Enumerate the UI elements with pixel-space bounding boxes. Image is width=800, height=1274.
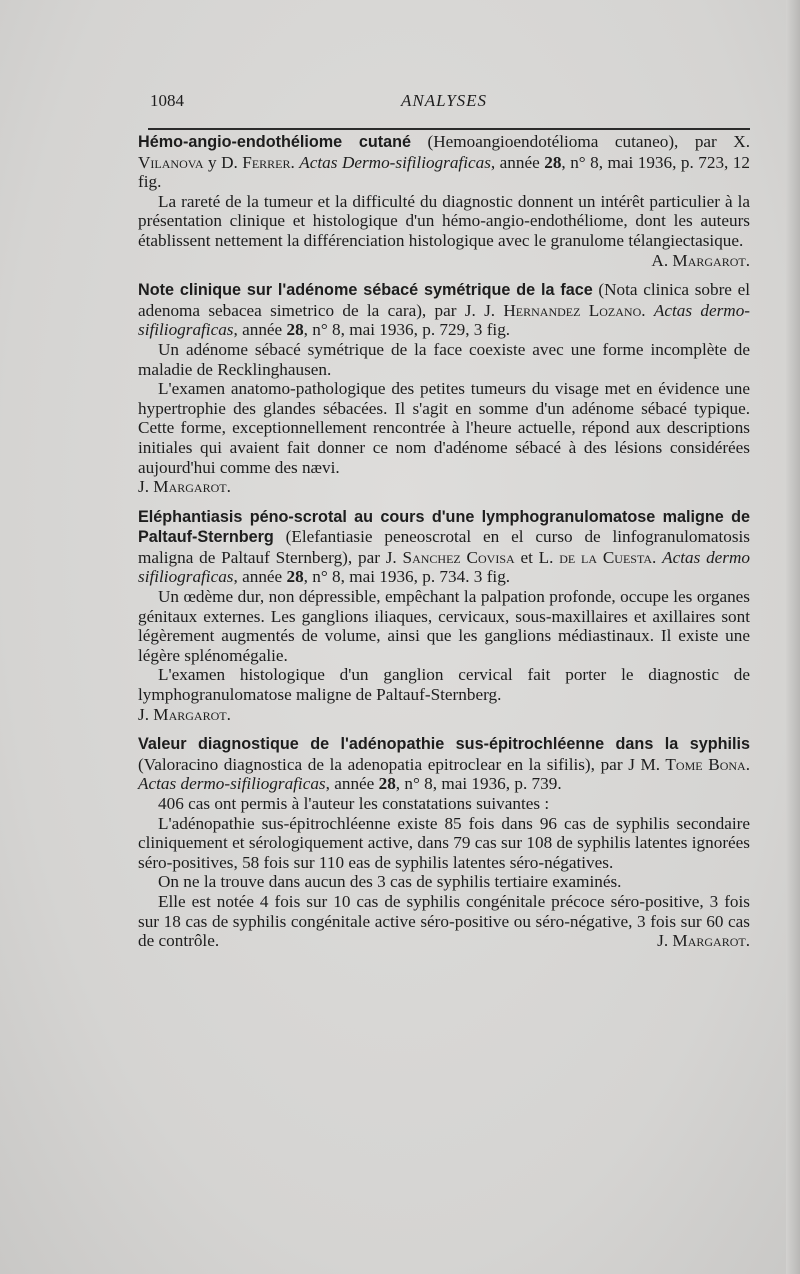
- entry-3-signature: J. Margarot.: [138, 704, 231, 724]
- abstract-entry-4: [138, 734, 750, 951]
- entry-3-paragraph-1: Un œdème dur, non dépressible, empêchant la palpation profonde, occupe les organes génitaux externes. Les ganglions iliaques, cervicaux, sous-maxillaires et axillaires sont légèrement augmentés de volume, ainsi que les ganglions médiastinaux. Il existe une légère splénomégalie.: [138, 587, 750, 665]
- entry-4-reference: Valeur diagnostique de l'adénopathie sus-épitrochléenne dans la syphilis (Valoracino diagnostica de la adenopatia epitroclear en la sifilis), par J M. Tome Bona. Actas dermo-sifiliograficas, année 28, n° 8, mai 1936, p. 739.: [138, 735, 750, 794]
- volume-number: 28: [286, 320, 304, 340]
- journal-name: Actas dermo sifiliograficas: [138, 547, 751, 587]
- journal-name: Actas Dermo-sifiliograficas: [299, 152, 491, 172]
- journal-name: Actas dermo-sifiliograficas: [138, 300, 751, 340]
- entry-4-signature: J. Margarot.: [657, 931, 750, 951]
- entry-4-title: Valeur diagnostique de l'adénopathie sus-épitrochléenne dans la syphilis: [138, 735, 750, 754]
- entry-3-paragraph-2: L'examen histologique d'un ganglion cervical fait porter le diagnostic de lymphogranulomatose maligne de Paltauf-Sternberg.: [138, 665, 750, 705]
- entry-1-title: Hémo-angio-endothéliome cutané: [138, 133, 412, 151]
- entry-4-paragraph-4: Elle est notée 4 fois sur 10 cas de syphilis congénitale précoce séro-positive, 3 fois sur 18 cas de syphilis congénitale active séro-positive ou séro-négative, 3 fois sur 60 cas de contrôle. J. Margarot.: [138, 891, 750, 951]
- entry-4-paragraph-1: 406 cas ont permis à l'auteur les constatations suivantes :: [158, 794, 550, 813]
- entry-2-paragraph-1: Un adénome sébacé symétrique de la face coexiste avec une forme incomplète de maladie de Recklinghausen.: [138, 339, 750, 379]
- page-number: 1084: [150, 91, 184, 110]
- entry-1-reference: Hémo-angio-endothéliome cutané (Hemoangioendotélioma cutaneo), par X. Vilanova y D. Ferrer. Actas Dermo-sifiliograficas, année 28, n° 8, mai 1936, p. 723, 12 fig.: [138, 132, 750, 192]
- running-title: ANALYSES: [400, 91, 488, 110]
- running-head: [138, 91, 750, 115]
- entry-4-paragraph-2: L'adénopathie sus-épitrochléenne existe 85 fois dans 96 cas de syphilis secondaire cliniquement et sérologiquement active, dans 79 cas sur 108 de syphilis latentes ignorées séro-positives, 58 fois sur 110 eas de syphilis latentes séro-négatives.: [138, 813, 750, 872]
- page-binding-shadow: [786, 0, 800, 1274]
- author-name: D. Ferrer: [221, 152, 291, 172]
- abstract-entry-3: [138, 507, 750, 725]
- entry-2-reference: Note clinique sur l'adénome sébacé symétrique de la face (Nota clinica sobre el adenoma sebacea simetrico de la cara), par J. J. Hernandez Lozano. Actas dermo-sifiliograficas, année 28, n° 8, mai 1936, p. 729, 3 fig.: [138, 280, 751, 340]
- entry-3-title: Eléphantiasis péno-scrotal au cours d'une lymphogranulomatose maligne de Paltauf-Sternberg: [138, 507, 750, 547]
- entry-2-signature: J. Margarot.: [138, 477, 231, 497]
- entry-3-reference: Eléphantiasis péno-scrotal au cours d'une lymphogranulomatose maligne de Paltauf-Sternberg (Elefantiasie peneoscrotal en el curso de linfogranulomatosis maligna de Paltauf Sternberg), par J. Sanchez Covisa et L. de la Cuesta. Actas dermo sifiliograficas, année 28, n° 8, mai 1936, p. 734. 3 fig.: [138, 507, 751, 587]
- author-name: J. Sanchez Covisa: [385, 547, 515, 567]
- volume-number: 28: [286, 567, 304, 587]
- entry-1-paragraph-1: La rareté de la tumeur et la difficulté du diagnostic donnent un intérêt particulier à la présentation clinique et histologique d'un hémo-angio-endothéliome, dont les auteurs établissent nettement la différenciation histologique avec le granulome télangiectasique. A. Margarot.: [138, 191, 750, 270]
- entry-1-signature: A. Margarot.: [651, 250, 750, 270]
- header-rule: [148, 128, 750, 130]
- author-name: X. Vilanova: [138, 132, 750, 172]
- journal-name: Actas dermo-sifiliograficas: [138, 774, 326, 794]
- volume-number: 28: [544, 152, 562, 172]
- entry-2-paragraph-2: L'examen anatomo-pathologique des petites tumeurs du visage met en évidence une hypertrophie des glandes sébacées. Il s'agit en somme d'un adénome sébacé typique. Cette forme, exceptionnellement rencontrée à l'heure actuelle, répond aux descriptions initiales qui avaient fait donner ce nom d'adénome sébacé à des lésions considérées aujourd'hui comme des nævi.: [138, 379, 750, 477]
- entry-4-paragraph-3: On ne la trouve dans aucun des 3 cas de syphilis tertiaire examinés.: [158, 872, 622, 892]
- volume-number: 28: [378, 774, 396, 794]
- author-name: J. J. Hernandez Lozano: [464, 300, 642, 320]
- entry-2-title: Note clinique sur l'adénome sébacé symétrique de la face: [138, 281, 593, 300]
- author-name: J M. Tome Bona: [628, 754, 746, 774]
- author-name: L. de la Cuesta: [538, 547, 653, 567]
- article-list: [138, 132, 750, 961]
- abstract-entry-2: [138, 280, 750, 497]
- abstract-entry-1: [138, 132, 750, 270]
